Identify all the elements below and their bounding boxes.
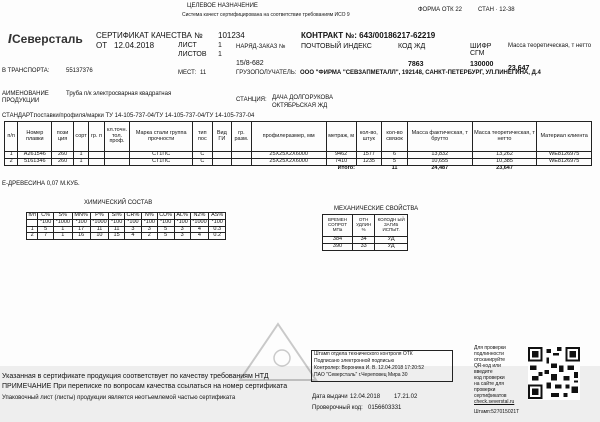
cell: 13,832 (407, 152, 472, 159)
table-row (27, 233, 226, 240)
cell: *100 (124, 219, 141, 226)
shifr-label: ШИФР СГМ (470, 43, 492, 57)
cell: CR% (124, 213, 141, 220)
total-row (5, 165, 592, 171)
cell: п/п (28, 212, 36, 218)
main-table-header-row (5, 122, 592, 152)
cell: 3 (174, 233, 190, 240)
cell (104, 158, 130, 165)
cell: 5 (382, 158, 408, 165)
mech-header-row (323, 215, 408, 237)
stamp-line-4: ПАО "Северсталь" г.Череповец Мира 30 (314, 372, 408, 378)
cell: 1 (53, 233, 72, 240)
main-col-steel-grade: Марка стали группа прочности (130, 122, 193, 152)
certificate-number: 101234 (218, 31, 245, 40)
cell: *100 (109, 219, 125, 226)
cell: 1 (73, 158, 88, 165)
main-table (4, 121, 592, 171)
cell: ВРЕМЕН СОПРОТ МПа (323, 215, 353, 237)
cell: 4 (190, 226, 209, 233)
main-col-type: тип пос (193, 122, 213, 152)
cell: 5161346 (18, 158, 52, 165)
product-value: Труба п/к электросварная квадратная (66, 91, 172, 97)
cell: 2 (5, 158, 18, 165)
table-row (323, 243, 408, 250)
cell: 25Х25Х2Х6000 (251, 158, 326, 165)
qr-text-6: код проверки (474, 375, 505, 381)
main-col-mass-theor: Масса теоретическая, т нетто (472, 122, 537, 152)
sheets-value: 1 (218, 51, 222, 58)
chem-title: ХИМИЧЕСКИЙ СОСТАВ (84, 200, 153, 206)
recipient-value: ООО "ФИРМА "СЕВЗАПМЕТАЛЛ", 192148, САНКТ-ПЕТЕРБУРГ, УЛ.ПИНЕГИНА, Д.4 (300, 70, 541, 76)
station-value-2: ОКТЯБРЬСКАЯ ЖД (272, 103, 328, 109)
sheet-label: ЛИСТ (178, 42, 197, 49)
qr-code-icon (528, 346, 580, 400)
cell: 260 (52, 152, 74, 159)
cell: 10,385 (472, 158, 537, 165)
total-label: Итого: (337, 164, 355, 171)
cell: 4 (124, 233, 141, 240)
cell: *100 (209, 219, 226, 226)
cell: 1 (73, 152, 88, 159)
cell (212, 152, 232, 159)
cell (232, 152, 252, 159)
chem-multiplier-row (27, 219, 226, 226)
cell: WE8126975 (537, 158, 592, 165)
main-col-heat: Номер плавки (18, 122, 52, 152)
qr-stamp-code: Штамп:527015021Т (474, 409, 520, 415)
main-col-mass-fact: Масса фактическая, т брутто (407, 122, 472, 152)
cell: *100 (157, 219, 174, 226)
mech-table (322, 214, 408, 251)
contract-number: КОНТРАКТ №: 643/00186217-62219 (301, 31, 436, 40)
cell: 5 (157, 226, 174, 233)
main-col-material: Материал клиента (537, 122, 592, 152)
cell: А261546 (18, 152, 52, 159)
total-mass-fact: 24,487 (431, 164, 449, 171)
main-col-length: метраж, м (326, 122, 356, 152)
footer-packing: Упаковочный лист (листы) продукции является неотъемлемой частью сертификата (2, 395, 236, 401)
mest-value: 11 (200, 70, 207, 76)
main-col-count: кол-во, штук (356, 122, 382, 152)
cell: 15 (109, 233, 125, 240)
cell (212, 158, 232, 165)
cell: 6 (382, 152, 408, 159)
table-row (27, 226, 226, 233)
cell: 260 (52, 158, 74, 165)
cell: MN% (72, 213, 90, 220)
stamp-line-3: Контролер: Воронина И. В. 12.04.2018 17:20:52 (314, 365, 424, 371)
cell: 0.3 (209, 226, 226, 233)
transport-value: 55137376 (66, 68, 93, 74)
cell: SI% (109, 213, 125, 220)
standard-label: СТАНДАРТ: (2, 113, 36, 119)
issue-date-label: Дата выдачи (312, 394, 348, 400)
qr-text-9: сертификатов (474, 393, 507, 399)
cell: N2% (190, 213, 209, 220)
qr-text-8: проверки (474, 387, 496, 393)
station-value: ДАЧА ДОЛГОРУКОВА (272, 95, 334, 101)
cell: S% (53, 213, 72, 220)
main-col-npp: п/п (5, 122, 18, 152)
main-col-position: пози ция (52, 122, 74, 152)
mest-label: МЕСТ: (178, 70, 197, 76)
cell: P% (90, 213, 109, 220)
cell: УД (375, 243, 408, 250)
mass-value: 23,647 (508, 65, 530, 72)
cell: 3 (142, 226, 158, 233)
brand-name: Северсталь (12, 32, 83, 46)
mech-title: МЕХАНИЧЕСКИЕ СВОЙСТВА (334, 206, 419, 212)
cell: 34 (353, 237, 375, 244)
cell: 1 (53, 226, 72, 233)
kod-value: 7863 (408, 61, 424, 68)
cell: WE8126975 (537, 152, 592, 159)
cell: КОЛОДН ЫЙ ЗАГИБ ИСПЫТ. (375, 215, 408, 237)
check-code: 0156603331 (368, 405, 402, 411)
issue-date: 12.04.2018 (350, 394, 381, 400)
main-col-accuracy: кл.точн. тол. проф. (104, 122, 130, 152)
form-label: ФОРМА ОТК 22 (418, 7, 462, 13)
mass-label: Масса теоретическая, т нетто (508, 43, 592, 49)
main-col-grp: гр. п (89, 122, 104, 152)
qr-text-4: QR-код или (474, 363, 501, 369)
main-col-size-grp: гр. разм. (232, 122, 252, 152)
cell: 17 (72, 226, 90, 233)
qr-text-1: Для проверки (474, 345, 506, 351)
cell: 10,655 (407, 158, 472, 165)
cell: С% (38, 213, 54, 220)
stan-label: СТАН · 12-38 (478, 7, 515, 13)
qr-link[interactable]: check.severstal.ru (474, 399, 515, 405)
cell: 1 (27, 226, 38, 233)
cell: 1235 (356, 158, 382, 165)
cell: *1000 (190, 219, 209, 226)
cell: 10 (90, 233, 109, 240)
qr-text-5: введите (474, 369, 493, 375)
cell: *100 (142, 219, 158, 226)
cell: 390 (323, 243, 353, 250)
sheets-label: ЛИСТОВ (178, 51, 207, 58)
cell: С (193, 152, 213, 159)
cell: *1000 (53, 219, 72, 226)
chem-table (26, 212, 226, 240)
cell: *1000 (90, 219, 109, 226)
cell: *100 (72, 219, 90, 226)
wood-note: Е-ДРЕВЕСИНА 0,07 М.КУБ. (2, 181, 80, 187)
main-col-profile: профилеразмер, мм (251, 122, 326, 152)
qr-text-7: на сайте для (474, 381, 504, 387)
order-value: 15/8-682 (236, 60, 264, 67)
cell: 3 (174, 226, 190, 233)
postcode-label: ПОЧТОВЫЙ ИНДЕКС (301, 43, 372, 50)
cell: 1577 (356, 152, 382, 159)
product-label: АИМЕНОВАНИЕ (2, 91, 49, 97)
cell: 11 (109, 226, 125, 233)
cell: СТ1ПС (130, 152, 193, 159)
cell (89, 152, 104, 159)
cell: С (193, 158, 213, 165)
kod-label: КОД ЖД (398, 43, 426, 50)
cell: AL% (174, 213, 190, 220)
cell: 5 (38, 226, 54, 233)
certificate-date: 12.04.2018 (114, 41, 155, 50)
cell: 7 (38, 233, 54, 240)
cell: 1 (5, 152, 18, 159)
cell (232, 158, 252, 165)
cell: 0.2 (209, 233, 226, 240)
issue-time: 17.21.02 (394, 394, 418, 400)
cell (89, 158, 104, 165)
order-label: НАРЯД-ЗАКАЗ № (236, 44, 286, 50)
cell: *100 (38, 219, 54, 226)
total-bundles: 11 (391, 164, 398, 171)
main-col-bundles: кол-во связок (382, 122, 408, 152)
cell: 11 (90, 226, 109, 233)
check-code-label: Проверочный код: (312, 405, 363, 411)
main-col-sort: сорт (73, 122, 88, 152)
qr-text-3: отсканируйте (474, 357, 506, 363)
cell: AS% (209, 213, 226, 220)
cell: 9462 (326, 152, 356, 159)
cell: 7410 (326, 158, 356, 165)
cell: 13,262 (472, 152, 537, 159)
cell: СТ1ПС (130, 158, 193, 165)
total-mass-theor: 23,647 (496, 164, 513, 171)
date-label: ОТ (96, 41, 108, 50)
system-note: Система качест сертифицирована на соответствие требованиям ИСО 9 (182, 12, 350, 18)
transport-label: В ТРАНСПОРТА: (2, 68, 50, 74)
qr-text-2: подлинности (474, 351, 504, 357)
standard-value: поставки/профиля/марки ТУ 14-105-737-04/ТУ 14-105-737-04/ТУ 14-105-737-04 (34, 113, 255, 119)
purpose-label: ЦЕЛЕВОЕ НАЗНАЧЕНИЕ (187, 3, 258, 9)
sheet-value: 1 (218, 42, 222, 49)
stamp-line-2: Подписано электронной подписью (314, 358, 395, 364)
certificate-title: СЕРТИФИКАТ КАЧЕСТВА № (96, 31, 203, 40)
cell: 2 (142, 233, 158, 240)
cell: ОТН УДЛИН % (353, 215, 375, 237)
recipient-label: ГРУЗОПОЛУЧАТЕЛЬ: (236, 70, 297, 76)
cell: 384 (323, 237, 353, 244)
brand-logo (2, 32, 83, 46)
cell: CU% (157, 213, 174, 220)
cell: 33 (353, 243, 375, 250)
footer-note: ПРИМЕЧАНИЕ При переписке по вопросам качества ссылаться на номер сертификата (2, 383, 288, 390)
cell: 5 (157, 233, 174, 240)
main-col-gi: Вид ГИ (212, 122, 232, 152)
cell: N% (142, 213, 158, 220)
stamp-line-1: Штамп отдела технического контроля ОТК (314, 351, 413, 357)
cell (104, 152, 130, 159)
cell: 25Х25Х2Х6000 (251, 152, 326, 159)
cell: 2 (27, 233, 38, 240)
cell: *100 (174, 219, 190, 226)
shifr-value: 130000 (470, 61, 494, 68)
cell: 16 (72, 233, 90, 240)
cell: УД (375, 237, 408, 244)
cell: 4 (190, 233, 209, 240)
product-label-2: ПРОДУКЦИИ (2, 98, 40, 104)
cell: 3 (124, 226, 141, 233)
footer-conformity: Указанная в сертификате продукция соответствует по качеству требованиям НТД (2, 373, 269, 380)
station-label: СТАНЦИЯ: (236, 97, 267, 103)
brand-mark-icon (1, 34, 12, 43)
